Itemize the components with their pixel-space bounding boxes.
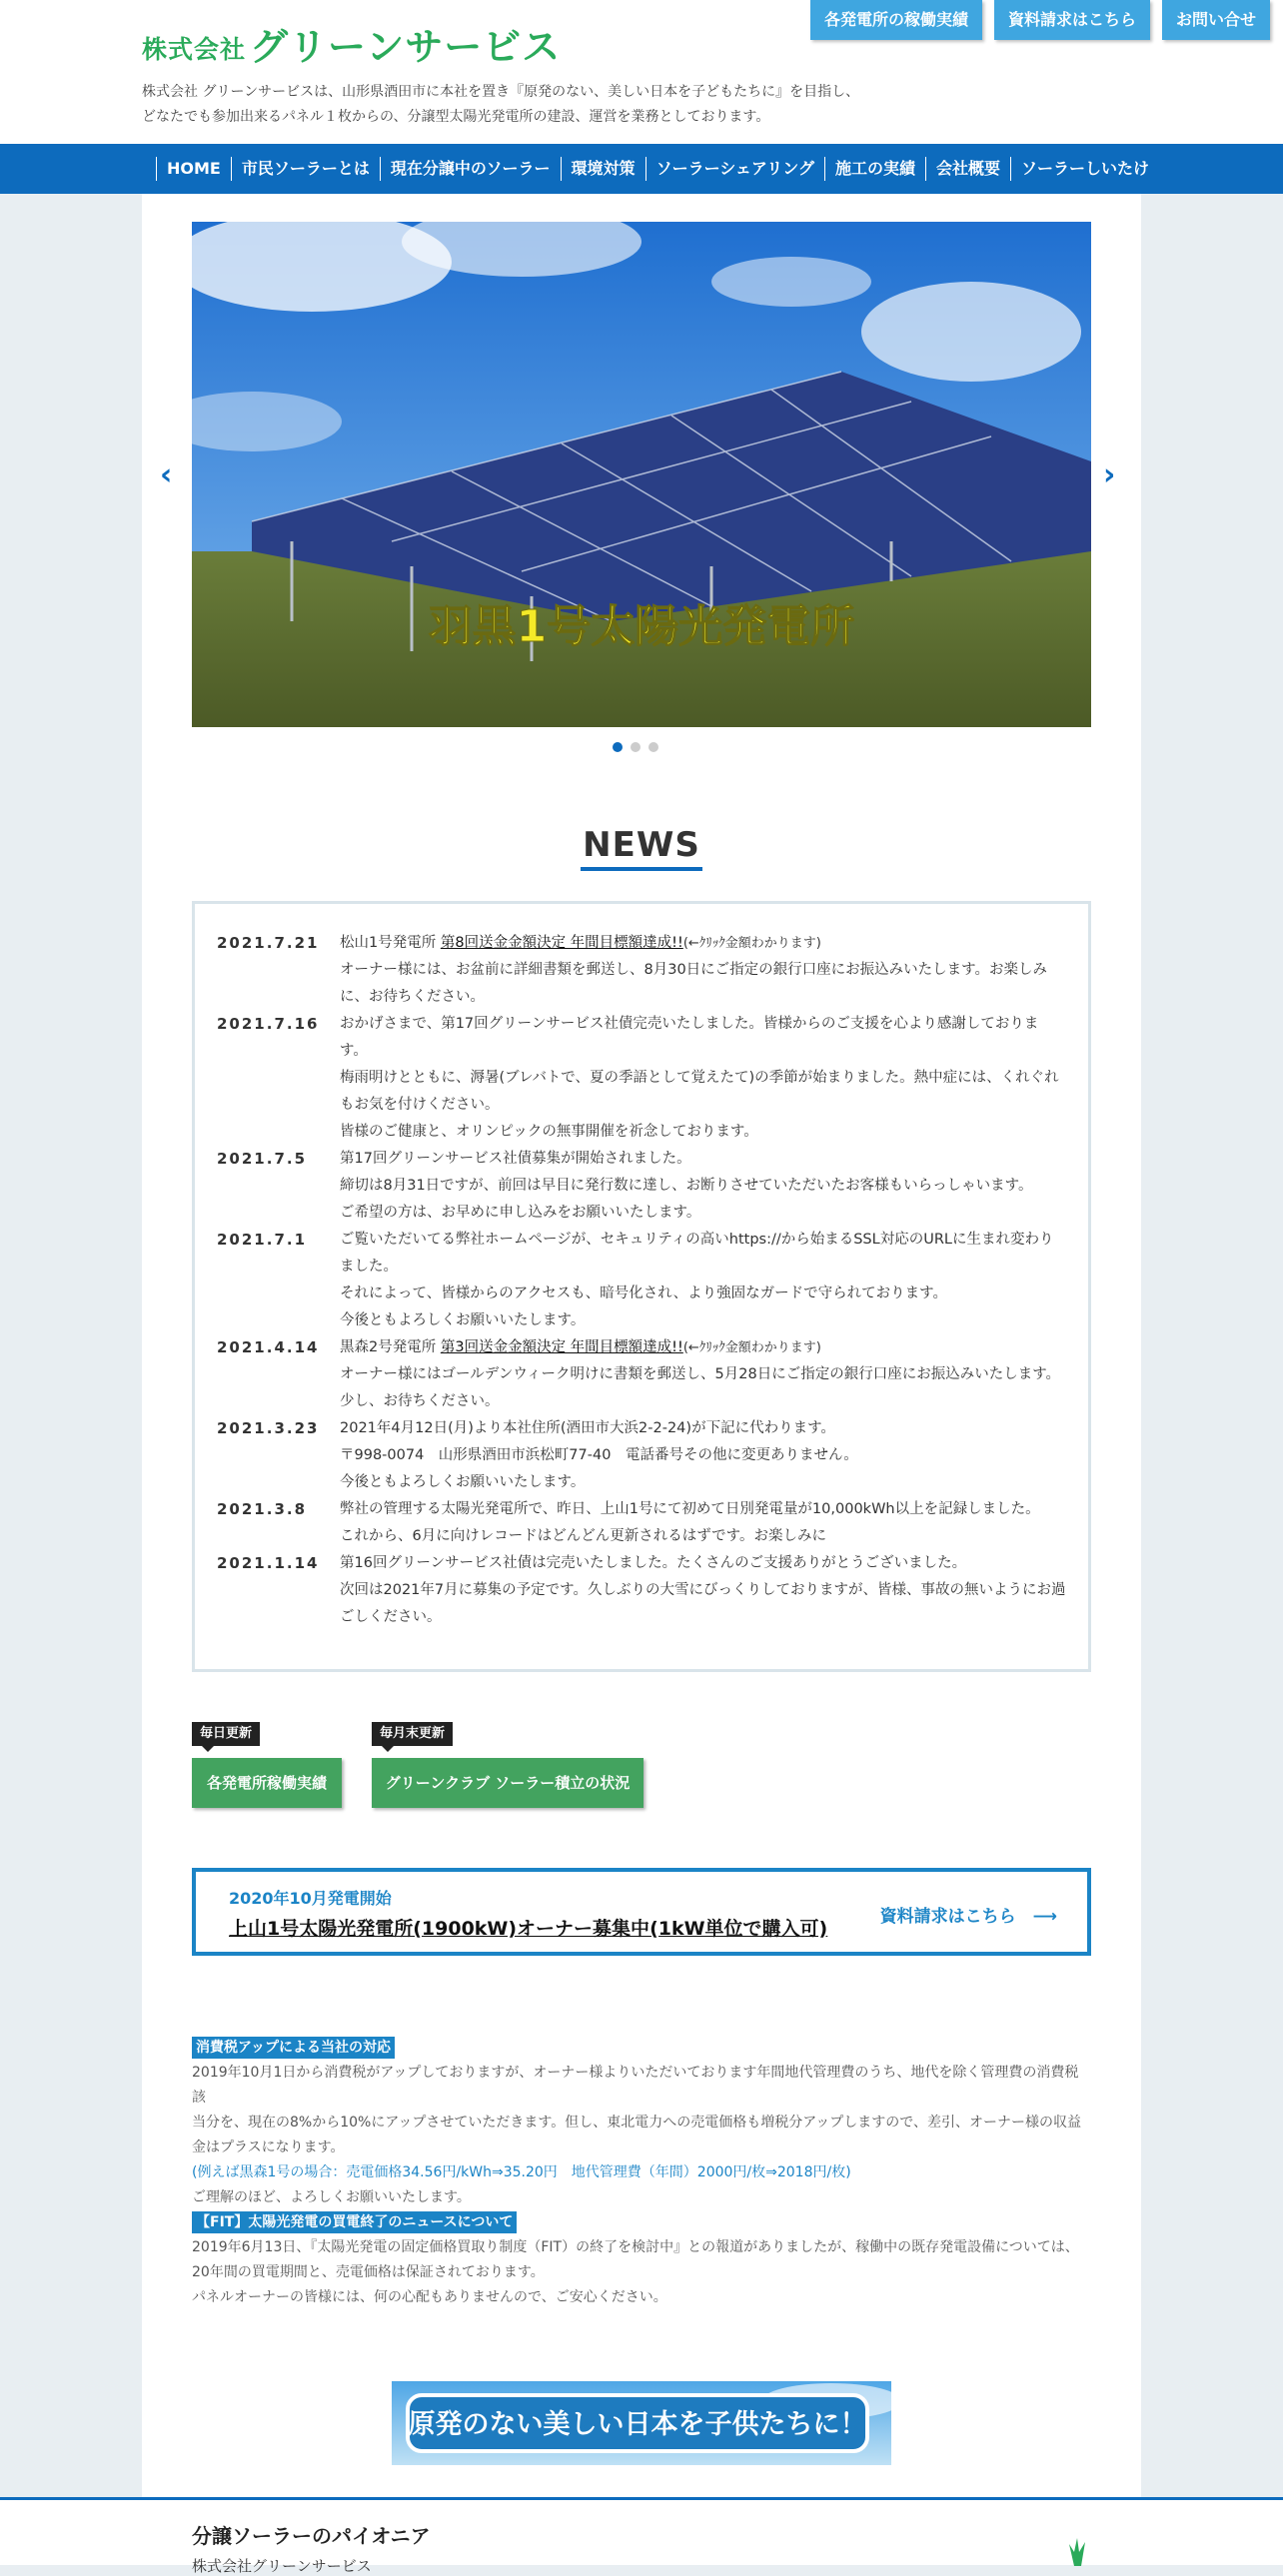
banner-subtitle: 2020年10月発電開始 xyxy=(229,1889,392,1908)
tax-line: 2019年10月1日から消費税がアップしておりますが、オーナー様よりいただいております年間地代管理費のうち、地代を除く管理費の消費税該 xyxy=(192,2065,1079,2106)
news-date: 2021.7.16 xyxy=(217,1015,320,1033)
chevron-left-icon[interactable]: ‹ xyxy=(160,457,173,492)
footer-logo-icon xyxy=(1057,2538,1091,2566)
slider-dot[interactable] xyxy=(631,742,641,752)
chevron-right-icon[interactable]: › xyxy=(1103,457,1116,492)
news-item xyxy=(217,1011,1066,1146)
news-first-line xyxy=(340,930,1066,957)
news-first-line xyxy=(340,1011,1066,1065)
news-list xyxy=(192,901,1091,1672)
slider-dot[interactable] xyxy=(648,742,658,752)
banner-cta-label: 資料請求はこちら xyxy=(879,1907,1016,1927)
news-first-line xyxy=(340,1496,1066,1523)
news-body xyxy=(340,1011,1066,1146)
news-item xyxy=(217,1227,1066,1334)
fit-line: 20年間の買電期間と、売電価格は保証されております。 xyxy=(192,2264,545,2280)
main-nav xyxy=(0,144,1283,194)
logo-company-name: グリーンサービス xyxy=(250,25,562,69)
performance-button[interactable]: 各発電所の稼働実績 xyxy=(810,0,982,40)
slide-caption: 羽黒1号太陽光発電所 xyxy=(428,601,855,652)
green-club-button[interactable]: グリーンクラブ ソーラー積立の状況 xyxy=(372,1758,643,1808)
site-footer xyxy=(0,2497,1283,2575)
news-first-line xyxy=(340,1550,1066,1577)
tax-line: 金はプラスになります。 xyxy=(192,2140,345,2155)
news-line: オーナー様にはゴールデンウィーク明けに書類を郵送し、5月28日にご指定の銀行口座にお振込みいたします。少し、お待ちください。 xyxy=(340,1366,1061,1409)
solar-plant-image xyxy=(192,222,1091,727)
nav-item-home[interactable]: HOME xyxy=(156,157,231,181)
daily-update-tag: 毎日更新 xyxy=(192,1722,260,1746)
plant-performance-button[interactable]: 各発電所稼働実績 xyxy=(192,1758,342,1808)
site-logo[interactable] xyxy=(142,18,562,69)
news-body xyxy=(340,1496,1066,1550)
fit-line: 2019年6月13日、『太陽光発電の固定価格買取り制度（FIT）の終了を検討中』との報道がありましたが、稼働中の既存発電設備については、 xyxy=(192,2239,1079,2255)
news-body xyxy=(340,1550,1066,1631)
news-text: 松山1号発電所 xyxy=(340,935,441,951)
news-date: 2021.4.14 xyxy=(217,1338,320,1356)
tax-example: (例えば黒森1号の場合：売電価格34.56円/kWh⇒35.20円 地代管理費（年間）2000円/枚⇒2018円/枚) xyxy=(192,2164,851,2180)
news-date: 2021.3.8 xyxy=(217,1500,308,1518)
news-date: 2021.7.1 xyxy=(217,1231,308,1249)
banner-title[interactable]: 上山1号太陽光発電所(1900kW)オーナー募集中(1kW単位で購入可) xyxy=(229,1918,828,1940)
news-body xyxy=(340,1146,1066,1227)
news-item xyxy=(217,1550,1066,1631)
news-text: おかげさまで、第17回グリーンサービス社債完売いたしました。皆様からのご支援を心より感謝しております。 xyxy=(340,1016,1039,1059)
news-heading: NEWS xyxy=(0,825,1283,871)
monthly-update-tag: 毎月末更新 xyxy=(372,1722,453,1746)
contact-button[interactable]: お問い合せ xyxy=(1162,0,1270,40)
news-item xyxy=(217,1415,1066,1496)
nav-item-shiitake[interactable]: ソーラーしいたけ xyxy=(1010,157,1159,181)
news-first-line xyxy=(340,1227,1066,1281)
news-link[interactable]: 第8回送金金額決定 年間目標額達成!! xyxy=(440,935,683,951)
fit-line: パネルオーナーの皆様には、何の心配もありませんので、ご安心ください。 xyxy=(192,2289,667,2305)
news-item xyxy=(217,930,1066,1011)
nav-item-solar-sharing[interactable]: ソーラーシェアリング xyxy=(645,157,824,181)
tax-section-label: 消費税アップによる当社の対応 xyxy=(192,2037,395,2059)
nav-item-works[interactable]: 施工の実績 xyxy=(824,157,925,181)
news-link[interactable]: 第3回送金金額決定 年間目標額達成!! xyxy=(440,1339,683,1355)
news-line: 今後ともよろしくお願いいたします。 xyxy=(340,1474,586,1490)
slider-dots xyxy=(613,742,658,752)
hero-slider[interactable] xyxy=(192,222,1091,727)
news-item xyxy=(217,1496,1066,1550)
news-date: 2021.7.5 xyxy=(217,1150,308,1168)
news-text: 黒森2号発電所 xyxy=(340,1339,441,1355)
news-line: 今後ともよろしくお願いいたします。 xyxy=(340,1312,586,1328)
news-date: 2021.7.21 xyxy=(217,934,320,952)
news-text: 第17回グリーンサービス社債募集が開始されました。 xyxy=(340,1151,691,1167)
news-text: 第16回グリーンサービス社債は完売いたしました。たくさんのご支援ありがとうございました。 xyxy=(340,1555,967,1571)
news-line: オーナー様には、お盆前に詳細書類を郵送し、8月30日にご指定の銀行口座にお振込みいたします。お楽しみに、お待ちください。 xyxy=(340,962,1048,1005)
news-line: それによって、皆様からのアクセスも、暗号化され、より強固なガードで守られております。 xyxy=(340,1286,947,1301)
news-link-note: (←ｸﾘｯｸ金額わかります) xyxy=(682,936,821,951)
news-line: 締切は8月31日ですが、前回は早目に発行数に達し、お断りさせていただいたお客様もいらっしゃいます。 xyxy=(340,1178,1033,1194)
news-item xyxy=(217,1146,1066,1227)
news-line: 皆様のご健康と、オリンピックの無事開催を祈念しております。 xyxy=(340,1124,758,1140)
slider-dot[interactable] xyxy=(613,742,623,752)
news-first-line xyxy=(340,1415,1066,1442)
news-first-line xyxy=(340,1334,1066,1361)
slogan-banner-image xyxy=(392,2381,891,2465)
owner-recruitment-banner[interactable] xyxy=(192,1868,1091,1956)
news-link-note: (←ｸﾘｯｸ金額わかります) xyxy=(682,1340,821,1355)
header-description xyxy=(142,80,901,130)
tax-section-text xyxy=(192,2061,1091,2210)
header-buttons xyxy=(810,0,1270,40)
site-header xyxy=(0,0,1283,144)
news-body xyxy=(340,1415,1066,1496)
footer-company: 株式会社グリーンサービス xyxy=(192,2557,372,2575)
news-body xyxy=(340,930,1066,1011)
nav-item-citizen-solar[interactable]: 市民ソーラーとは xyxy=(231,157,380,181)
news-item xyxy=(217,1334,1066,1415)
news-date: 2021.1.14 xyxy=(217,1554,320,1572)
header-description-line: 株式会社 グリーンサービスは、山形県酒田市に本社を置き『原発のない、美しい日本を子どもたちに』を目指し、 xyxy=(142,84,860,100)
news-line: ご希望の方は、お早めに申し込みをお願いいたします。 xyxy=(340,1205,701,1221)
news-first-line xyxy=(340,1146,1066,1173)
footer-title: 分譲ソーラーのパイオニア xyxy=(192,2524,431,2548)
fit-section-label: 【FIT】太陽光発電の買電終了のニュースについて xyxy=(192,2211,517,2233)
news-date: 2021.3.23 xyxy=(217,1419,320,1437)
arrow-right-icon: ⟶ xyxy=(1032,1907,1057,1927)
fit-section-text xyxy=(192,2235,1091,2310)
news-text: 2021年4月12日(月)より本社住所(酒田市大浜2-2-24)が下記に代わります。 xyxy=(340,1420,835,1436)
news-body xyxy=(340,1334,1066,1415)
news-text: ご覧いただいてる弊社ホームページが、セキュリティの高いhttps://から始まるSSL対応のURLに生まれ変わりました。 xyxy=(340,1232,1054,1275)
tax-line: 当分を、現在の8%から10%にアップさせていただきます。但し、東北電力への売電価格も増税分アップしますので、差引、オーナー様の収益 xyxy=(192,2115,1081,2131)
news-line: 次回は2021年7月に募集の予定です。久しぶりの大雪にびっくりしておりますが、皆様、事故の無いようにお過ごしください。 xyxy=(340,1582,1066,1625)
news-text: 弊社の管理する太陽光発電所で、昨日、上山1号にて初めて日別発電量が10,000kWh以上を記録しました。 xyxy=(340,1501,1040,1517)
slogan-text: 原発のない美しい日本を子供たちに！ xyxy=(408,2409,867,2440)
slogan-banner[interactable] xyxy=(392,2381,891,2465)
nav-item-company[interactable]: 会社概要 xyxy=(925,157,1010,181)
request-materials-button[interactable]: 資料請求はこちら xyxy=(994,0,1150,40)
tax-closing: ご理解のほど、よろしくお願いいたします。 xyxy=(192,2189,471,2205)
news-body xyxy=(340,1227,1066,1334)
news-line: これから、6月に向けレコードはどんどん更新されるはずです。お楽しみに xyxy=(340,1528,826,1544)
header-description-line: どなたでも参加出来るパネル１枚からの、分譲型太陽光発電所の建設、運営を業務としております。 xyxy=(142,109,770,125)
banner-cta[interactable] xyxy=(880,1902,1057,1927)
nav-item-current-sale[interactable]: 現在分譲中のソーラー xyxy=(380,157,561,181)
news-line: 〒998-0074 山形県酒田市浜松町77-40 電話番号その他に変更ありません。 xyxy=(340,1447,858,1463)
news-line: 梅雨明けとともに、溽暑(ブレバトで、夏の季語として覚えたて)の季節が始まりました。熱中症には、くれぐれもお気を付けください。 xyxy=(340,1070,1059,1113)
nav-item-environment[interactable]: 環境対策 xyxy=(561,157,645,181)
logo-company-prefix: 株式会社 xyxy=(142,35,247,64)
